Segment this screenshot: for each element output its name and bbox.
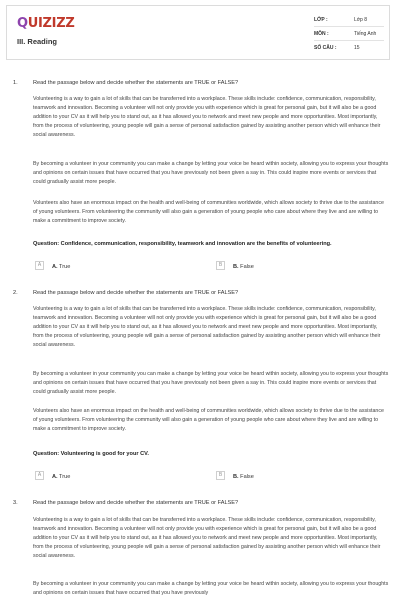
question-number: 1. [13, 80, 18, 86]
question-number: 2. [13, 290, 18, 296]
passage-paragraph: By becoming a volunteer in your community you can make a change by letting your voice be heard within society, allowing you to express your thoughts and opinions on certain issues that have occurred that you have previously [33, 581, 389, 597]
question-number: 3. [13, 500, 18, 506]
meta-subject-value: Tiếng Anh [354, 31, 377, 37]
passage-paragraph: Volunteering is a way to gain a lot of skills that can be transferred into a workplace. These skills include: confidence, communication, responsibility, teamwork and innovation. Becoming a volunteer will not only provide you with experience which is great for personal gain, but it will also be a good addition to your CV as it will help you to stand out, as it has allowed you to network and meet new people and more opportunities. Most importantly, from the process of volunteering, young people will gain a sense of personal satisfaction gained by assisting another person which will enhance their social awareness. [33, 517, 381, 560]
passage-paragraph: Volunteers also have an enormous impact on the health and well-being of communities worldwide, which allows society to thrive due to the assistance of young volunteers. From volunteering the community will also gain a generation of young people who care about where they live and are willing to make a commitment to improve society. [33, 200, 384, 225]
question-prompt: Read the passage below and decide whether the statements are TRUE or FALSE? [33, 290, 239, 296]
meta-divider [314, 40, 384, 41]
question-statement: Question: Volunteering is good for your CV. [33, 451, 149, 457]
worksheet-header [6, 5, 390, 60]
option-letter-box: A [35, 261, 44, 270]
option-letter-box: A [35, 471, 44, 480]
section-title: III. Reading [17, 37, 58, 46]
question-statement: Question: Confidence, communication, responsibility, teamwork and innovation are the benefits of volunteering. [33, 241, 332, 247]
meta-class-value: Lớp 8 [354, 17, 368, 23]
question-prompt: Read the passage below and decide whether the statements are TRUE or FALSE? [33, 500, 239, 506]
passage-paragraph: Volunteers also have an enormous impact on the health and well-being of communities worldwide, which allows society to thrive due to the assistance of young volunteers. From volunteering the community will also gain a generation of young people who care about where they live and are willing to make a commitment to improve society. [33, 408, 384, 433]
question-prompt: Read the passage below and decide whether the statements are TRUE or FALSE? [33, 80, 239, 86]
passage-paragraph: Volunteering is a way to gain a lot of skills that can be transferred into a workplace. These skills include: confidence, communication, responsibility, teamwork and innovation. Becoming a volunteer will not only provide you with experience which is great for personal gain, but it will also be a good addition to your CV as it will help you to stand out, as it has allowed you to network and meet new people and more opportunities. Most importantly, from the process of volunteering, young people will gain a sense of personal satisfaction gained by assisting another person which will enhance their social awareness. [33, 96, 381, 139]
meta-count-label: SỐ CÂU : [314, 45, 337, 51]
meta-count-value: 15 [354, 45, 360, 51]
passage-paragraph: Volunteering is a way to gain a lot of skills that can be transferred into a workplace. These skills include: confidence, communication, responsibility, teamwork and innovation. Becoming a volunteer will not only provide you with experience which is great for personal gain, but it will also be a good addition to your CV as it will help you to stand out, as it has allowed you to network and meet new people and more opportunities. Most importantly, from the process of volunteering, young people will gain a sense of personal satisfaction gained by assisting another person which will enhance their social awareness. [33, 306, 381, 349]
meta-divider [314, 26, 384, 27]
option-letter-box: B [216, 471, 225, 480]
meta-subject-label: MÔN : [314, 31, 329, 37]
passage-paragraph: By becoming a volunteer in your community you can make a change by letting your voice be heard within society, allowing you to express your thoughts and opinions on certain issues that have occurred that you have previously not been given a say in. This could inspire more events or services that could gradually assist more people. [33, 371, 389, 396]
option-letter-box: B [216, 261, 225, 270]
meta-class-label: LỚP : [314, 17, 328, 23]
quizizz-logo: QUIZIZZ [17, 16, 75, 31]
passage-paragraph: By becoming a volunteer in your community you can make a change by letting your voice be heard within society, allowing you to express your thoughts and opinions on certain issues that have occurred that you have previously not been given a say in. This could inspire more events or services that could gradually assist more people. [33, 161, 389, 186]
